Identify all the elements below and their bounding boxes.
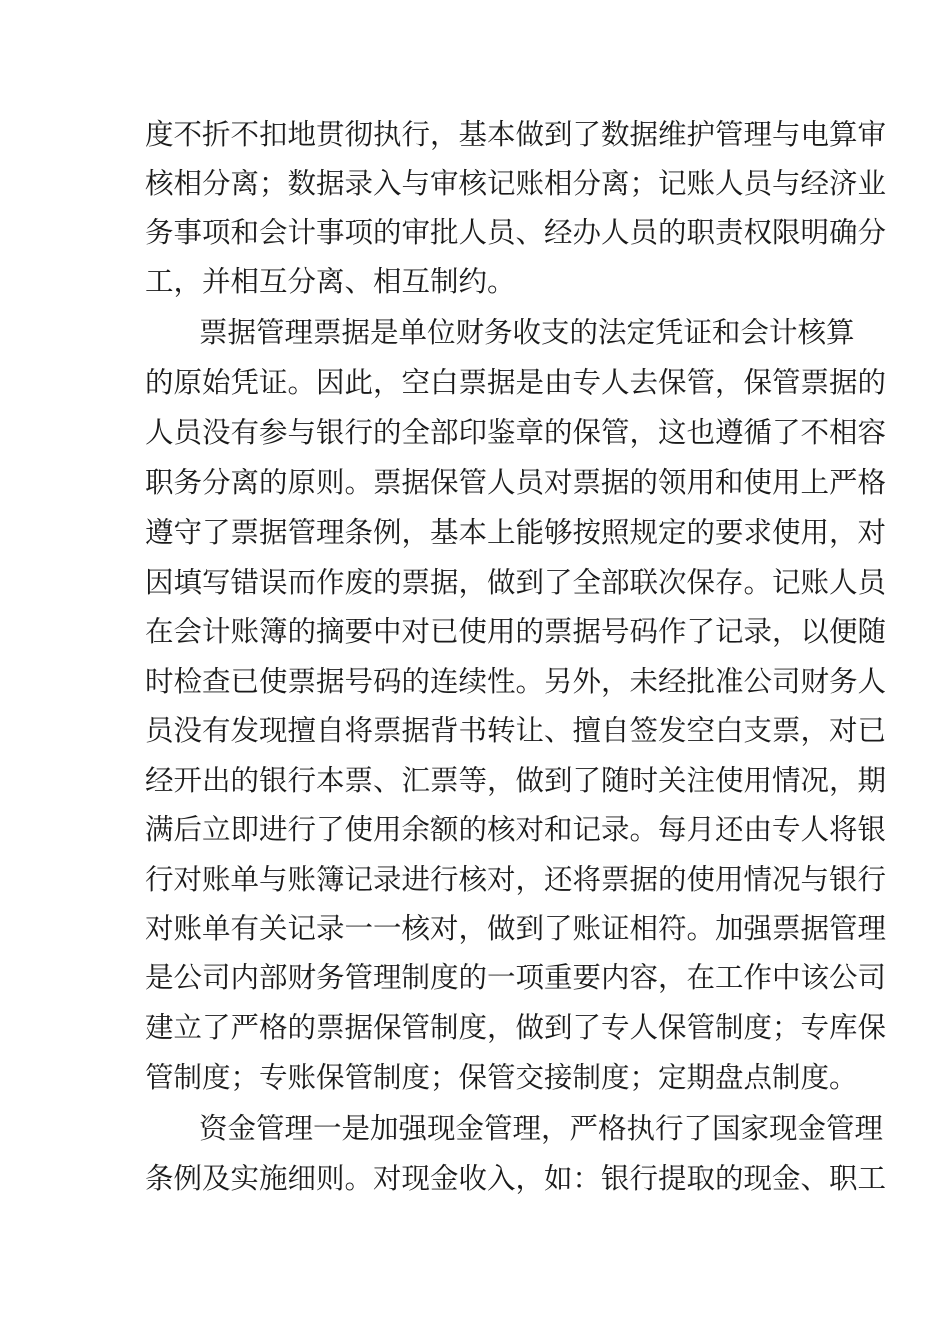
text-line: 因填写错误而作废的票据，做到了全部联次保存。记账人员 xyxy=(145,566,887,599)
text-line: 遵守了票据管理条例，基本上能够按照规定的要求使用，对 xyxy=(145,516,887,549)
text-line: 人员没有参与银行的全部印鉴章的保管，这也遵循了不相容 xyxy=(145,416,887,449)
text-line: 度不折不扣地贯彻执行，基本做到了数据维护管理与电算审 xyxy=(145,118,887,151)
text-line: 满后立即进行了使用余额的核对和记录。每月还由专人将银 xyxy=(145,813,887,846)
text-line: 是公司内部财务管理制度的一项重要内容，在工作中该公司 xyxy=(145,961,887,994)
text-line: 建立了严格的票据保管制度，做到了专人保管制度；专库保 xyxy=(145,1011,887,1044)
text-line: 务事项和会计事项的审批人员、经办人员的职责权限明确分 xyxy=(145,216,887,249)
text-line: 在会计账簿的摘要中对已使用的票据号码作了记录，以便随 xyxy=(145,615,887,648)
paragraph-start-line: 资金管理一是加强现金管理，严格执行了国家现金管理 xyxy=(199,1112,884,1145)
text-line: 员没有发现擅自将票据背书转让、擅自签发空白支票，对已 xyxy=(145,714,887,747)
text-line: 核相分离；数据录入与审核记账相分离；记账人员与经济业 xyxy=(145,167,887,200)
paragraph-start-line: 票据管理票据是单位财务收支的法定凭证和会计核算 xyxy=(199,316,855,349)
text-line: 工，并相互分离、相互制约。 xyxy=(145,265,516,298)
text-line: 管制度；专账保管制度；保管交接制度；定期盘点制度。 xyxy=(145,1061,858,1094)
text-line: 时检查已使票据号码的连续性。另外，未经批准公司财务人 xyxy=(145,665,887,698)
text-line: 条例及实施细则。对现金收入，如：银行提取的现金、职工 xyxy=(145,1162,887,1195)
text-line: 经开出的银行本票、汇票等，做到了随时关注使用情况，期 xyxy=(145,764,887,797)
text-line: 行对账单与账簿记录进行核对，还将票据的使用情况与银行 xyxy=(145,863,887,896)
text-line: 职务分离的原则。票据保管人员对票据的领用和使用上严格 xyxy=(145,466,887,499)
text-line: 对账单有关记录一一核对，做到了账证相符。加强票据管理 xyxy=(145,912,887,945)
text-line: 的原始凭证。因此，空白票据是由专人去保管，保管票据的 xyxy=(145,366,887,399)
